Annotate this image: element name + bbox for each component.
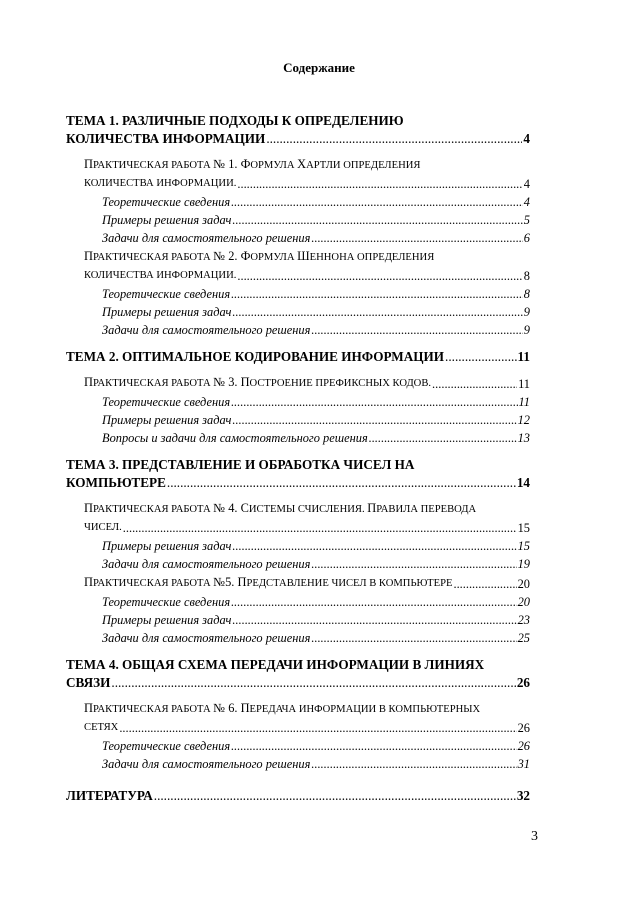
dot-leader <box>311 755 516 773</box>
toc-subsection[interactable]: Теоретические сведения ..... 20 <box>66 593 530 611</box>
toc-topic-3-line2: КОМПЬЮТЕРЕ <box>66 475 166 490</box>
toc-page-number: 26 <box>517 721 530 735</box>
toc-subsection[interactable]: Теоретические сведения ..... 8 <box>66 285 530 303</box>
dot-leader <box>311 321 522 339</box>
toc-page-number: 15 <box>517 521 530 535</box>
toc-subsection[interactable]: Задачи для самостоятельного решения ..... 6 <box>66 229 530 247</box>
toc-subsection[interactable]: Задачи для самостоятельного решения ..... 31 <box>66 755 530 773</box>
dot-leader <box>231 737 517 755</box>
toc-subsection[interactable]: Теоретические сведения ..... 26 <box>66 737 530 755</box>
dot-leader <box>111 674 515 692</box>
dot-leader <box>232 303 522 321</box>
toc-practical-work-2[interactable] <box>66 247 530 285</box>
toc-subsection[interactable]: Примеры решения задач ..... 9 <box>66 303 530 321</box>
toc-subsection[interactable]: Задачи для самостоятельного решения ..... 25 <box>66 629 530 647</box>
dot-leader <box>266 130 522 148</box>
dot-leader <box>232 411 516 429</box>
toc-topic-4[interactable] <box>66 656 530 692</box>
toc-practical-work-1-line1: ПРАКТИЧЕСКАЯ РАБОТА № 1. ФОРМУЛА ХАРТЛИ ОПРЕДЕЛЕНИЯ <box>84 157 421 171</box>
toc-page-number: 26 <box>516 675 530 690</box>
toc-page-number: 14 <box>516 475 530 490</box>
toc-topic-1-line1: ТЕМА 1. РАЗЛИЧНЫЕ ПОДХОДЫ К ОПРЕДЕЛЕНИЮ <box>66 113 404 128</box>
table-of-contents <box>66 112 530 805</box>
dot-leader <box>311 229 522 247</box>
toc-practical-work-5[interactable]: ПРАКТИЧЕСКАЯ РАБОТА №5. ПРЕДСТАВЛЕНИЕ ЧИСЕЛ В КОМПЬЮТЕРЕ ..... 20 <box>66 573 530 593</box>
dot-leader <box>311 555 516 573</box>
toc-page-number: 4 <box>523 177 530 191</box>
toc-subsection[interactable]: Примеры решения задач ..... 23 <box>66 611 530 629</box>
toc-topic-4-line1: ТЕМА 4. ОБЩАЯ СХЕМА ПЕРЕДАЧИ ИНФОРМАЦИИ В ЛИНИЯХ <box>66 657 485 672</box>
toc-practical-work-1[interactable] <box>66 155 530 193</box>
dot-leader <box>311 629 516 647</box>
dot-leader <box>231 593 517 611</box>
toc-subsection[interactable]: Теоретические сведения ..... 4 <box>66 193 530 211</box>
dot-leader <box>232 537 516 555</box>
dot-leader <box>369 429 517 447</box>
toc-subsection[interactable]: Примеры решения задач ..... 12 <box>66 411 530 429</box>
dot-leader <box>237 267 522 285</box>
toc-practical-work-4-line2: ЧИСЕЛ. <box>84 522 122 533</box>
toc-subsection[interactable]: Теоретические сведения ..... 11 <box>66 393 530 411</box>
toc-subsection[interactable]: Примеры решения задач ..... 15 <box>66 537 530 555</box>
toc-practical-work-4[interactable] <box>66 499 530 537</box>
dot-leader <box>231 193 523 211</box>
dot-leader <box>445 348 516 366</box>
toc-topic-3[interactable] <box>66 456 530 492</box>
toc-practical-work-6-line2: СЕТЯХ <box>84 722 119 733</box>
toc-topic-2[interactable]: ТЕМА 2. ОПТИМАЛЬНОЕ КОДИРОВАНИЕ ИНФОРМАЦИИ ..... 11 <box>66 348 530 366</box>
dot-leader <box>231 285 523 303</box>
page-number: 3 <box>531 829 538 844</box>
dot-leader <box>231 393 517 411</box>
toc-practical-work-6-line1: ПРАКТИЧЕСКАЯ РАБОТА № 6. ПЕРЕДАЧА ИНФОРМАЦИИ В КОМПЬЮТЕРНЫХ <box>84 701 481 715</box>
toc-topic-1-line2: КОЛИЧЕСТВА ИНФОРМАЦИИ <box>66 131 266 146</box>
toc-practical-work-2-line2: КОЛИЧЕСТВА ИНФОРМАЦИИ. <box>84 270 237 281</box>
toc-topic-4-line2: СВЯЗИ <box>66 675 111 690</box>
toc-literature[interactable]: ЛИТЕРАТУРА ..... 32 <box>66 787 530 805</box>
toc-topic-1[interactable] <box>66 112 530 148</box>
dot-leader <box>432 375 517 393</box>
dot-leader <box>167 474 516 492</box>
toc-practical-work-6[interactable] <box>66 699 530 737</box>
toc-subsection[interactable]: Задачи для самостоятельного решения ..... 9 <box>66 321 530 339</box>
dot-leader <box>232 611 516 629</box>
dot-leader <box>123 519 517 537</box>
toc-subsection[interactable]: Вопросы и задачи для самостоятельного решения ..... 13 <box>66 429 530 447</box>
dot-leader <box>237 175 522 193</box>
toc-page-number: 4 <box>523 131 530 146</box>
toc-practical-work-3[interactable]: ПРАКТИЧЕСКАЯ РАБОТА № 3. ПОСТРОЕНИЕ ПРЕФИКСНЫХ КОДОВ. ..... 11 <box>66 373 530 393</box>
page-title: Содержание <box>283 60 355 75</box>
dot-leader <box>154 787 516 805</box>
dot-leader <box>119 719 516 737</box>
toc-practical-work-4-line1: ПРАКТИЧЕСКАЯ РАБОТА № 4. СИСТЕМЫ СЧИСЛЕНИЯ. ПРАВИЛА ПЕРЕВОДА <box>84 501 477 515</box>
dot-leader <box>453 575 516 593</box>
toc-topic-3-line1: ТЕМА 3. ПРЕДСТАВЛЕНИЕ И ОБРАБОТКА ЧИСЕЛ НА <box>66 457 415 472</box>
toc-subsection[interactable]: Примеры решения задач ..... 5 <box>66 211 530 229</box>
dot-leader <box>232 211 522 229</box>
toc-page-number: 8 <box>523 269 530 283</box>
toc-subsection[interactable]: Задачи для самостоятельного решения ..... 19 <box>66 555 530 573</box>
toc-practical-work-1-line2: КОЛИЧЕСТВА ИНФОРМАЦИИ. <box>84 178 237 189</box>
toc-practical-work-2-line1: ПРАКТИЧЕСКАЯ РАБОТА № 2. ФОРМУЛА ШЕННОНА ОПРЕДЕЛЕНИЯ <box>84 249 435 263</box>
